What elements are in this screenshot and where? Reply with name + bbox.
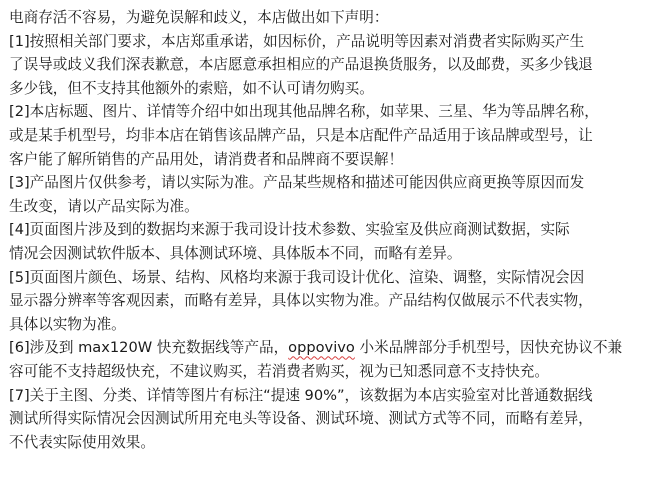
clause-5-line-1: [5]页面图片颜色、场景、结构、风格均来源于我司设计优化、渲染、调整，实际情况会因: [9, 268, 585, 286]
clause-2-line-3: 客户能了解所销售的产品用处，请消费者和品牌商不要误解！: [9, 150, 404, 168]
clause-2-line-1: [2]本店标题、图片、详情等介绍中如出现其他品牌名称，如苹果、三星、华为等品牌名称，: [9, 103, 599, 121]
clause-6-line-1: [9, 336, 655, 360]
clause-1: [9, 30, 655, 101]
clause-3: [9, 171, 655, 218]
clause-6: [9, 336, 655, 383]
clause-3-line-2: 生改变，请以产品实际为准。: [9, 197, 199, 215]
clause-4: [9, 218, 655, 265]
clause-7: [9, 384, 655, 455]
clause-2: [9, 100, 655, 171]
clause-4-line-2: 情况会因测试软件版本、具体测试环境、具体版本不同，而略有差异。: [9, 244, 462, 262]
clause-7-line-3: 不代表实际使用效果。: [9, 433, 155, 451]
clause-7-line-1: [7]关于主图、分类、详情等图片有标注“提速 90%”，该数据为本店实验室对比普通数据线: [9, 386, 593, 404]
clause-1-line-1: [1]按照相关部门要求，本店郑重承诺，如因标价，产品说明等因素对消费者实际购买产生: [9, 32, 585, 50]
intro-line: 电商存活不容易，为避免误解和歧义，本店做出如下声明：: [9, 9, 389, 26]
clause-1-line-2: 了误导或歧义我们深表歉意，本店愿意承担相应的产品退换货服务，以及邮费，买多少钱退: [9, 56, 593, 74]
clause-5-line-2: 显示器分辨率等客观因素，而略有差异，具体以实物为准。产品结构仅做展示不代表实物，: [9, 292, 593, 310]
clause-6-line-1-start: [6]涉及到 max120W 快充数据线等产品，: [9, 339, 289, 357]
disclaimer-document: [9, 6, 655, 454]
clause-6-line-1-end: 小米品牌部分手机型号，因快充协议不兼: [354, 339, 623, 357]
clause-5-line-3: 具体以实物为准。: [9, 315, 126, 333]
clause-7-line-2: 测试所得实际情况会因测试所用充电头等设备、测试环境、测试方式等不同，而略有差异，: [9, 410, 593, 428]
clause-6-line-2: 容可能不支持超级快充，不建议购买，若消费者购买，视为已知悉同意不支持快充。: [9, 362, 549, 380]
clause-4-line-1: [4]页面图片涉及到的数据均来源于我司设计技术参数、实验室及供应商测试数据，实际: [9, 221, 570, 239]
clause-5: [9, 266, 655, 337]
clause-2-line-2: 或是某手机型号，均非本店在销售该品牌产品，只是本店配件产品适用于该品牌或型号，让: [9, 126, 593, 144]
spellcheck-flagged-word: oppovivo: [288, 339, 355, 357]
clause-1-line-3: 多少钱，但不支持其他额外的索赔，如不认可请勿购买。: [9, 79, 374, 97]
clause-3-line-1: [3]产品图片仅供参考，请以实际为准。产品某些规格和描述可能因供应商更换等原因而发: [9, 174, 585, 192]
